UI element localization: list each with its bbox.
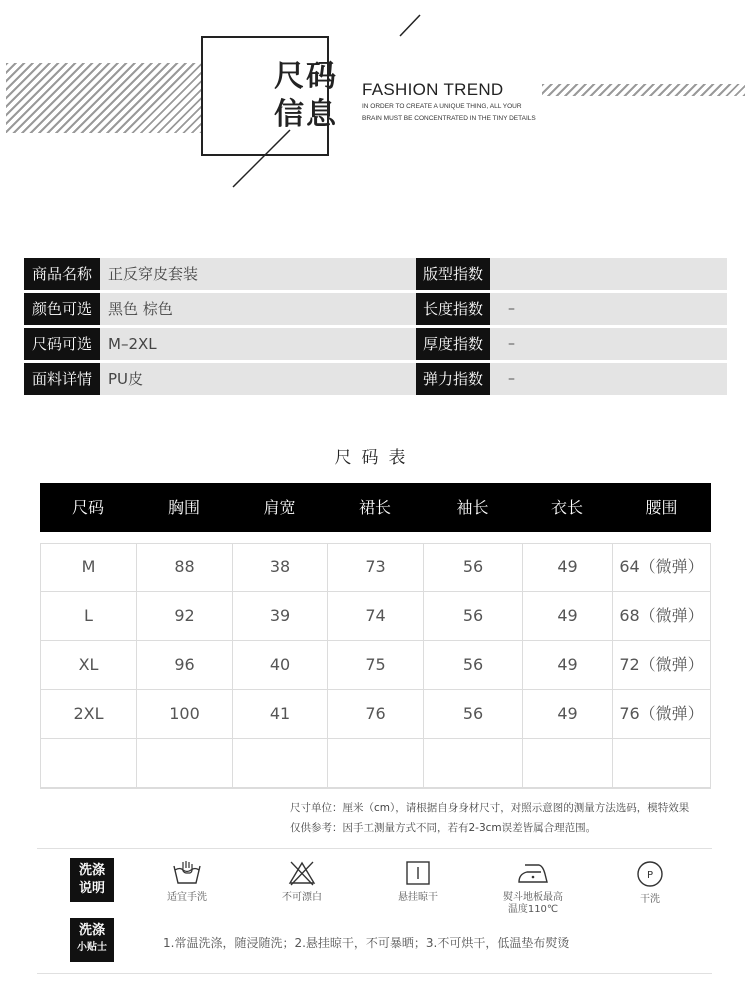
info-value: 正反穿皮套装 — [100, 258, 440, 290]
table-cell: 73 — [328, 543, 424, 591]
badge-line-2: 说明 — [78, 881, 105, 896]
badge-line-2: 小贴士 — [77, 942, 107, 953]
table-row — [41, 543, 710, 592]
size-note-2: 仅供参考：因手工测量方式不同，若有2-3cm误差皆属合理范围。 — [290, 822, 597, 834]
table-cell: 100 — [137, 690, 233, 738]
table-cell: XL — [41, 641, 137, 689]
table-cell — [424, 739, 523, 787]
header-cell: 衣长 — [550, 498, 583, 517]
hand-wash-icon — [171, 860, 203, 886]
size-chart-title: 尺码表 — [334, 448, 416, 468]
badge-line-1: 洗涤 — [78, 923, 105, 938]
brand-subtitle — [362, 101, 536, 125]
no-bleach-icon — [287, 860, 317, 886]
table-cell: 49 — [523, 690, 613, 738]
table-cell: M — [41, 543, 137, 591]
care-item — [142, 860, 232, 904]
care-tips-badge — [70, 918, 114, 962]
iron-icon — [515, 860, 551, 886]
table-cell — [328, 739, 424, 787]
care-instructions-badge — [70, 858, 114, 902]
care-label: 适宜手洗 — [167, 892, 207, 903]
table-cell: 75 — [328, 641, 424, 689]
care-label: 干洗 — [640, 894, 660, 905]
table-cell: 96 — [137, 641, 233, 689]
info-row — [24, 258, 727, 290]
title-line-1: 尺码 — [274, 59, 338, 94]
header-cell: 肩宽 — [263, 498, 296, 517]
care-label: 悬挂晾干 — [398, 892, 438, 903]
table-cell: 2XL — [41, 690, 137, 738]
info-right-label: 版型指数 — [416, 258, 490, 290]
care-item — [257, 860, 347, 904]
info-right-value: – — [490, 363, 727, 395]
table-cell: 88 — [137, 543, 233, 591]
dry-clean-symbol: P — [646, 870, 654, 881]
size-chart-header — [40, 483, 711, 532]
table-cell: 56 — [424, 690, 523, 738]
table-cell: 41 — [233, 690, 328, 738]
table-cell: 49 — [523, 641, 613, 689]
table-cell: 49 — [523, 543, 613, 591]
info-row — [24, 293, 727, 325]
table-row — [41, 592, 710, 641]
care-label: 不可漂白 — [282, 892, 322, 903]
size-note-1: 尺寸单位：厘米（cm），请根据自身身材尺寸，对照示意图的测量方法选码，模特效果 — [290, 802, 690, 814]
table-cell: 49 — [523, 592, 613, 640]
table-cell: 74 — [328, 592, 424, 640]
info-label: 颜色可选 — [24, 293, 100, 325]
info-value: M–2XL — [100, 328, 440, 360]
table-cell: 56 — [424, 592, 523, 640]
table-cell — [233, 739, 328, 787]
info-right-label: 长度指数 — [416, 293, 490, 325]
badge-line-1: 洗涤 — [78, 863, 105, 878]
brand-heading: FASHION TREND — [362, 80, 504, 99]
care-label-2: 温度110℃ — [507, 904, 559, 915]
table-cell: 38 — [233, 543, 328, 591]
info-label: 面料详情 — [24, 363, 100, 395]
table-cell — [613, 739, 710, 787]
info-right-value: – — [490, 328, 727, 360]
hang-dry-icon — [404, 860, 432, 886]
info-label: 尺码可选 — [24, 328, 100, 360]
table-cell: 68（微弹） — [619, 606, 704, 625]
info-right-label: 厚度指数 — [416, 328, 490, 360]
table-cell — [137, 739, 233, 787]
decor-slash-lines — [0, 0, 750, 200]
brand-subtitle-line-1: IN ORDER TO CREATE A UNIQUE THING, ALL YOUR — [362, 103, 522, 110]
brand-subtitle-line-2: BRAIN MUST BE CONCENTRATED IN THE TINY DETAILS — [362, 115, 536, 122]
dry-clean-icon — [636, 860, 664, 888]
header-cell: 袖长 — [456, 498, 489, 517]
table-cell: 72（微弹） — [619, 655, 704, 674]
header-cell: 腰围 — [645, 498, 678, 517]
table-cell — [41, 739, 137, 787]
info-row — [24, 363, 727, 395]
info-value: PU皮 — [100, 363, 440, 395]
care-item — [373, 860, 463, 904]
table-cell: 76 — [328, 690, 424, 738]
care-item — [488, 860, 578, 916]
info-right-value — [490, 258, 727, 290]
title-line-2: 信息 — [274, 97, 338, 132]
header-cell: 胸围 — [167, 498, 200, 517]
info-right-label: 弹力指数 — [416, 363, 490, 395]
table-cell: 56 — [424, 543, 523, 591]
info-label: 商品名称 — [24, 258, 100, 290]
table-row — [41, 739, 710, 788]
table-row — [41, 690, 710, 739]
table-cell: L — [41, 592, 137, 640]
size-chart-body — [40, 543, 711, 789]
table-cell: 76（微弹） — [619, 704, 704, 723]
table-cell: 39 — [233, 592, 328, 640]
info-row — [24, 328, 727, 360]
table-cell: 56 — [424, 641, 523, 689]
info-value: 黑色 棕色 — [100, 293, 440, 325]
header-cell: 裙长 — [358, 498, 391, 517]
table-cell: 40 — [233, 641, 328, 689]
care-label: 熨斗地板最高 — [503, 892, 563, 903]
info-right-value: – — [490, 293, 727, 325]
table-cell — [523, 739, 613, 787]
table-row — [41, 641, 710, 690]
header-cell: 尺码 — [71, 498, 104, 517]
care-item — [605, 860, 695, 906]
table-cell: 64（微弹） — [619, 557, 704, 576]
page-title — [274, 58, 338, 134]
table-cell: 92 — [137, 592, 233, 640]
care-tips-text: 1.常温洗涤，随浸随洗；2.悬挂晾干，不可暴晒；3.不可烘干，低温垫布熨烫 — [163, 936, 570, 950]
